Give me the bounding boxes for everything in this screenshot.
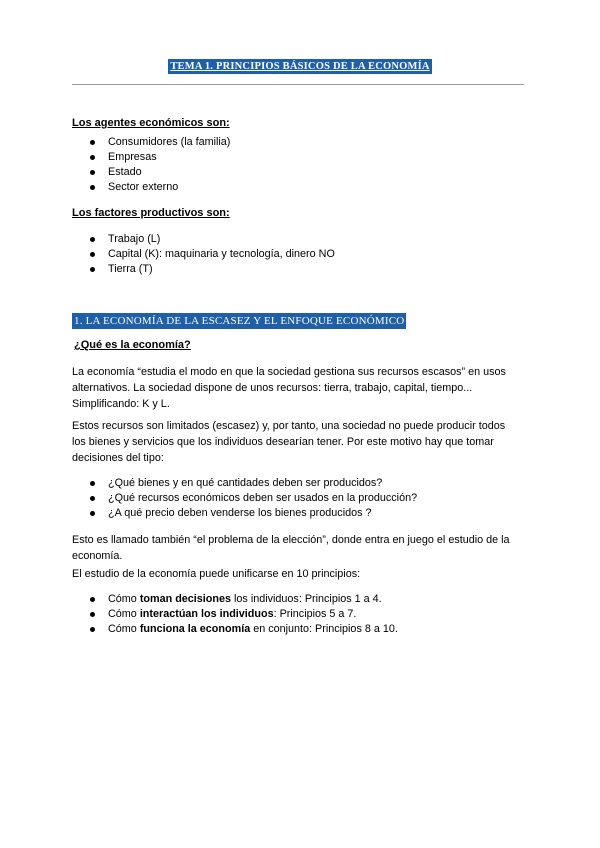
- agentes-list: [72, 135, 230, 195]
- paragraph-scarcity: Estos recursos son limitados (escasez) y, por tanto, una sociedad no puede producir todos los bienes y servicios que los individuos desearían tener. Por este motivo hay que tomar decisiones del tipo:: [72, 420, 506, 464]
- bullet-icon: [90, 627, 95, 632]
- factores-list: [72, 232, 335, 277]
- list-item: ¿A qué precio deben venderse los bienes producidos ?: [72, 506, 417, 521]
- title-row: [0, 56, 600, 74]
- list-item: Sector externo: [72, 180, 230, 195]
- list-item: Estado: [72, 165, 230, 180]
- bullet-icon: [90, 496, 95, 501]
- document-title: TEMA 1. PRINCIPIOS BÁSICOS DE LA ECONOMÍA: [170, 61, 430, 72]
- list-item: Consumidores (la familia): [72, 135, 230, 150]
- list-item: Capital (K): maquinaria y tecnología, dinero NO: [72, 247, 335, 262]
- paragraph-choice-problem: Esto es llamado también “el problema de la elección”, donde entra en juego el estudio de la economía.: [72, 534, 510, 562]
- factores-heading: Los factores productivos son:: [72, 207, 230, 219]
- bullet-icon: [90, 140, 95, 145]
- bullet-icon: [90, 170, 95, 175]
- paragraph-definition: La economía “estudia el modo en que la sociedad gestiona sus recursos escasos” en usos alternativos. La sociedad dispone de unos recursos: tierra, trabajo, capital, tiempo... Simplificando: K y L.: [72, 366, 506, 410]
- bullet-icon: [90, 237, 95, 242]
- paragraph-principles-intro: El estudio de la economía puede unificarse en 10 principios:: [72, 568, 361, 580]
- list-item: Cómo toman decisiones los individuos: Principios 1 a 4.: [72, 592, 398, 607]
- section-heading: 1. LA ECONOMÍA DE LA ESCASEZ Y EL ENFOQUE ECONÓMICO: [74, 315, 405, 327]
- bullet-icon: [90, 155, 95, 160]
- bullet-icon: [90, 481, 95, 486]
- horizontal-rule: [72, 84, 524, 85]
- list-item: ¿Qué recursos económicos deben ser usados en la producción?: [72, 491, 417, 506]
- bullet-icon: [90, 185, 95, 190]
- bullet-icon: [90, 612, 95, 617]
- list-item: ¿Qué bienes y en qué cantidades deben ser producidos?: [72, 476, 417, 491]
- agentes-heading: Los agentes económicos son:: [72, 117, 230, 129]
- principles-list: [72, 592, 398, 637]
- subheading: ¿Qué es la economía?: [74, 339, 191, 351]
- bullet-icon: [90, 252, 95, 257]
- bullet-icon: [90, 597, 95, 602]
- list-item: Trabajo (L): [72, 232, 335, 247]
- bullet-icon: [90, 267, 95, 272]
- list-item: Cómo interactúan los individuos: Principios 5 a 7.: [72, 607, 398, 622]
- list-item: Tierra (T): [72, 262, 335, 277]
- list-item: Cómo funciona la economía en conjunto: Principios 8 a 10.: [72, 622, 398, 637]
- questions-list: [72, 476, 417, 521]
- section-heading-row: [72, 311, 406, 329]
- list-item: Empresas: [72, 150, 230, 165]
- bullet-icon: [90, 511, 95, 516]
